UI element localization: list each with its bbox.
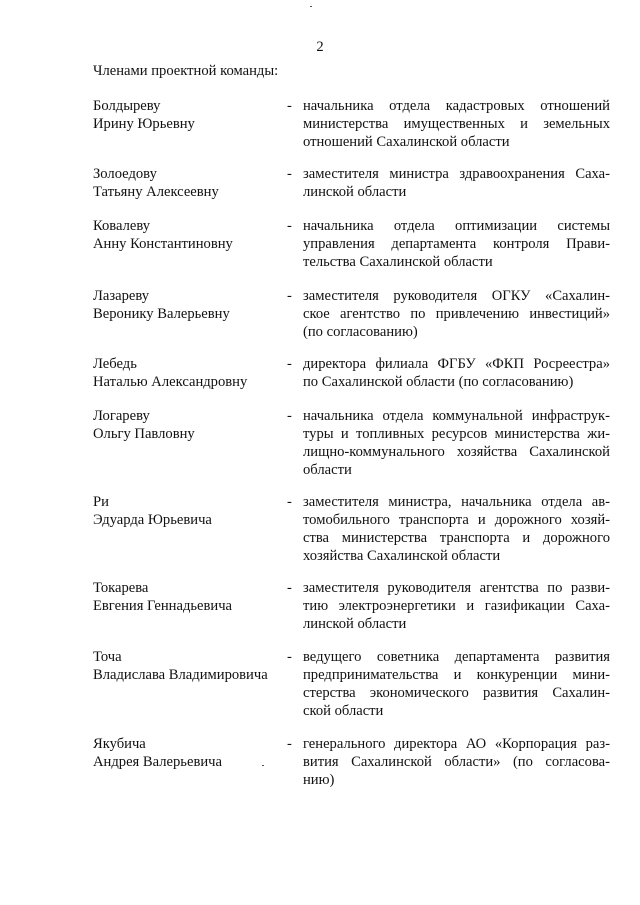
member-role-line: заместителя руководителя ОГКУ «Сахалин- (303, 288, 610, 304)
member-role-line: лищно-коммунального хозяйства Сахалинской (303, 444, 610, 460)
member-role-line: хозяйства Сахалинской области (303, 548, 501, 564)
member-surname: Якубича (93, 736, 146, 752)
member-surname: Токарева (93, 580, 149, 596)
page-number: 2 (316, 39, 324, 55)
member-surname: Золоедову (93, 166, 157, 182)
member-role-line: заместителя руководителя агентства по разви- (303, 580, 610, 596)
member-role-line: начальника отдела кадастровых отношений (303, 98, 610, 114)
member-role-line: начальника отдела оптимизации системы (303, 218, 610, 234)
member-name (93, 355, 293, 391)
member-surname: Ри (93, 494, 109, 510)
member-given-names: Анну Константиновну (93, 236, 233, 252)
separator-dash: - (287, 98, 292, 114)
member-surname: Точа (93, 649, 122, 665)
member-role (303, 355, 610, 391)
member-name (93, 407, 293, 443)
separator-dash: - (287, 218, 292, 234)
member-role (303, 287, 610, 341)
member-role-line: линской области (303, 184, 407, 200)
member-role-line: вития Сахалинской области» (по согласова- (303, 754, 610, 770)
member-role-line: нию) (303, 772, 335, 788)
member-role-line: директора филиала ФГБУ «ФКП Росреестра» (303, 356, 610, 372)
member-role (303, 493, 610, 565)
member-surname: Логареву (93, 408, 150, 424)
member-role-line: предпринимательства и конкуренции мини- (303, 667, 610, 683)
member-name (93, 97, 293, 133)
member-role (303, 735, 610, 789)
member-given-names: Андрея Валерьевича (93, 754, 222, 770)
member-given-names: Евгения Геннадьевича (93, 598, 233, 614)
separator-dash: - (287, 408, 292, 424)
member-surname: Ковалеву (93, 218, 151, 234)
member-role-line: по Сахалинской области (по согласованию) (303, 374, 574, 390)
separator-dash: - (287, 580, 292, 596)
member-role-line: области (303, 462, 352, 478)
member-role-line: генерального директора АО «Корпорация раз- (303, 736, 610, 752)
member-role-line: ведущего советника департамента развития (303, 649, 610, 665)
member-role-line: заместителя министра, начальника отдела ав- (303, 494, 610, 510)
member-role (303, 217, 610, 271)
member-role (303, 165, 610, 201)
member-role-line: линской области (303, 616, 407, 632)
member-name (93, 217, 293, 253)
member-role (303, 407, 610, 479)
member-name (93, 287, 293, 323)
member-role-line: министерства имущественных и земельных (303, 116, 610, 132)
member-role (303, 579, 610, 633)
member-given-names: Ольгу Павловну (93, 426, 195, 442)
separator-dash: - (287, 356, 292, 372)
member-role (303, 97, 610, 151)
member-role-line: управления департамента контроля Прави- (303, 236, 610, 252)
member-role-line: (по согласованию) (303, 324, 418, 340)
member-role (303, 648, 610, 720)
member-role-line: ской области (303, 703, 384, 719)
member-surname: Болдыреву (93, 98, 161, 114)
member-given-names: Наталью Александровну (93, 374, 248, 390)
member-role-line: туры и топливных ресурсов министерства жи- (303, 426, 610, 442)
separator-dash: - (287, 166, 292, 182)
member-name (93, 579, 293, 615)
member-name (93, 735, 293, 771)
separator-dash: - (287, 494, 292, 510)
member-role-line: стерства экономического развития Сахалин- (303, 685, 610, 701)
member-given-names: Ирину Юрьевну (93, 116, 195, 132)
member-name (93, 648, 293, 684)
member-surname: Лебедь (93, 356, 137, 372)
member-name (93, 165, 293, 201)
separator-dash: - (287, 649, 292, 665)
member-role-line: ства министерства транспорта и дорожного (303, 530, 610, 546)
member-given-names: Татьяну Алексеевну (93, 184, 219, 200)
member-given-names: Эдуарда Юрьевича (93, 512, 212, 528)
member-role-line: начальника отдела коммунальной инфраструк- (303, 408, 610, 424)
member-role-line: отношений Сахалинской области (303, 134, 510, 150)
member-surname: Лазареву (93, 288, 150, 304)
separator-dash: - (287, 736, 292, 752)
member-role-line: тельства Сахалинской области (303, 254, 493, 270)
member-given-names: Владислава Владимировича (93, 667, 268, 683)
separator-dash: - (287, 288, 292, 304)
member-role-line: заместителя министра здравоохранения Саха- (303, 166, 610, 182)
member-role-line: тию электроэнергетики и газификации Саха- (303, 598, 610, 614)
member-given-names: Веронику Валерьевну (93, 306, 230, 322)
member-role-line: томобильного транспорта и дорожного хозяй- (303, 512, 610, 528)
scan-speck (310, 6, 312, 7)
member-name (93, 493, 293, 529)
intro-heading: Членами проектной команды: (93, 63, 279, 79)
member-role-line: ское агентство по привлечению инвестиций» (303, 306, 610, 322)
